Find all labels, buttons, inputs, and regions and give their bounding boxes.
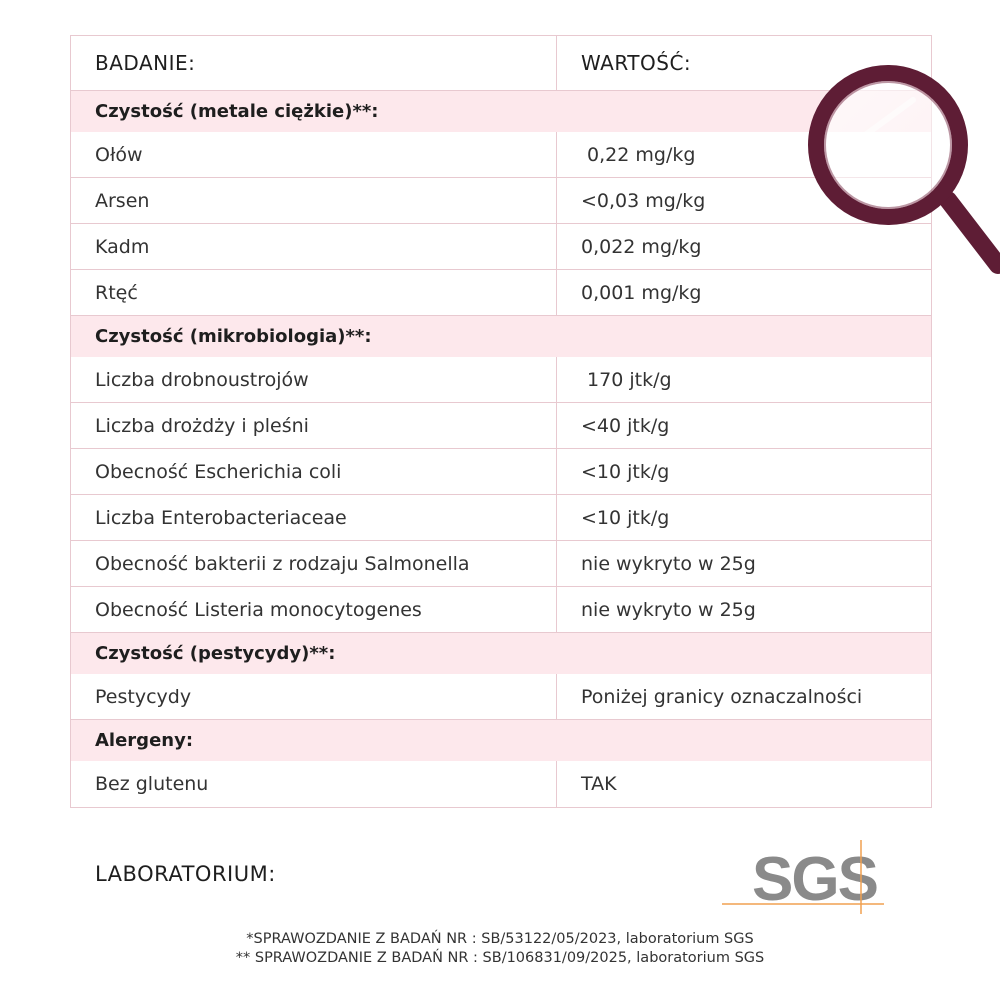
table-row	[71, 357, 931, 403]
table-row	[71, 587, 931, 633]
table-row	[71, 761, 931, 807]
table-row	[71, 495, 931, 541]
test-name: Kadm	[71, 224, 557, 269]
sgs-logo	[718, 838, 888, 918]
footnote-1: *SPRAWOZDANIE Z BADAŃ NR : SB/53122/05/2023, laboratorium SGS	[246, 931, 754, 947]
section-title: Czystość (metale ciężkie)**:	[95, 101, 379, 122]
test-name: Bez glutenu	[71, 761, 557, 807]
test-value: Poniżej granicy oznaczalności	[581, 685, 863, 708]
section-title: Czystość (mikrobiologia)**:	[95, 326, 372, 347]
section-pesticides	[71, 633, 931, 674]
test-value: <10 jtk/g	[581, 506, 670, 529]
test-name: Liczba Enterobacteriaceae	[71, 495, 557, 540]
test-name: Obecność bakterii z rodzaju Salmonella	[71, 541, 557, 586]
section-microbiology	[71, 316, 931, 357]
table-row	[71, 541, 931, 587]
section-allergens	[71, 720, 931, 761]
section-title: Alergeny:	[95, 730, 194, 751]
section-title: Czystość (pestycydy)**:	[95, 643, 336, 664]
test-value: 170 jtk/g	[581, 368, 672, 391]
test-value: nie wykryto w 25g	[581, 552, 756, 575]
test-value: 0,001 mg/kg	[581, 281, 702, 304]
test-name: Rtęć	[71, 270, 557, 315]
test-name: Pestycydy	[71, 674, 557, 719]
test-name: Liczba drobnoustrojów	[71, 357, 557, 402]
header-badanie: BADANIE:	[71, 36, 557, 90]
test-value: <40 jtk/g	[581, 414, 670, 437]
table-row	[71, 674, 931, 720]
test-name: Ołów	[71, 132, 557, 177]
header-wartosc: WARTOŚĆ:	[581, 51, 692, 75]
test-value: <0,03 mg/kg	[581, 189, 706, 212]
test-name: Obecność Listeria monocytogenes	[71, 587, 557, 632]
laboratory-label: LABORATORIUM:	[95, 862, 276, 886]
sgs-logo-text: SGS	[752, 845, 877, 914]
test-value: 0,022 mg/kg	[581, 235, 702, 258]
test-name: Obecność Escherichia coli	[71, 449, 557, 494]
table-row	[71, 403, 931, 449]
test-name: Liczba drożdży i pleśni	[71, 403, 557, 448]
footnotes	[0, 930, 1000, 968]
test-name: Arsen	[71, 178, 557, 223]
table-row	[71, 449, 931, 495]
test-value: 0,22 mg/kg	[581, 143, 696, 166]
magnifier-icon	[798, 60, 1000, 280]
footnote-2: ** SPRAWOZDANIE Z BADAŃ NR : SB/106831/09/2025, laboratorium SGS	[235, 950, 765, 966]
test-value: <10 jtk/g	[581, 460, 670, 483]
test-value: nie wykryto w 25g	[581, 598, 756, 621]
test-value: TAK	[581, 773, 617, 795]
